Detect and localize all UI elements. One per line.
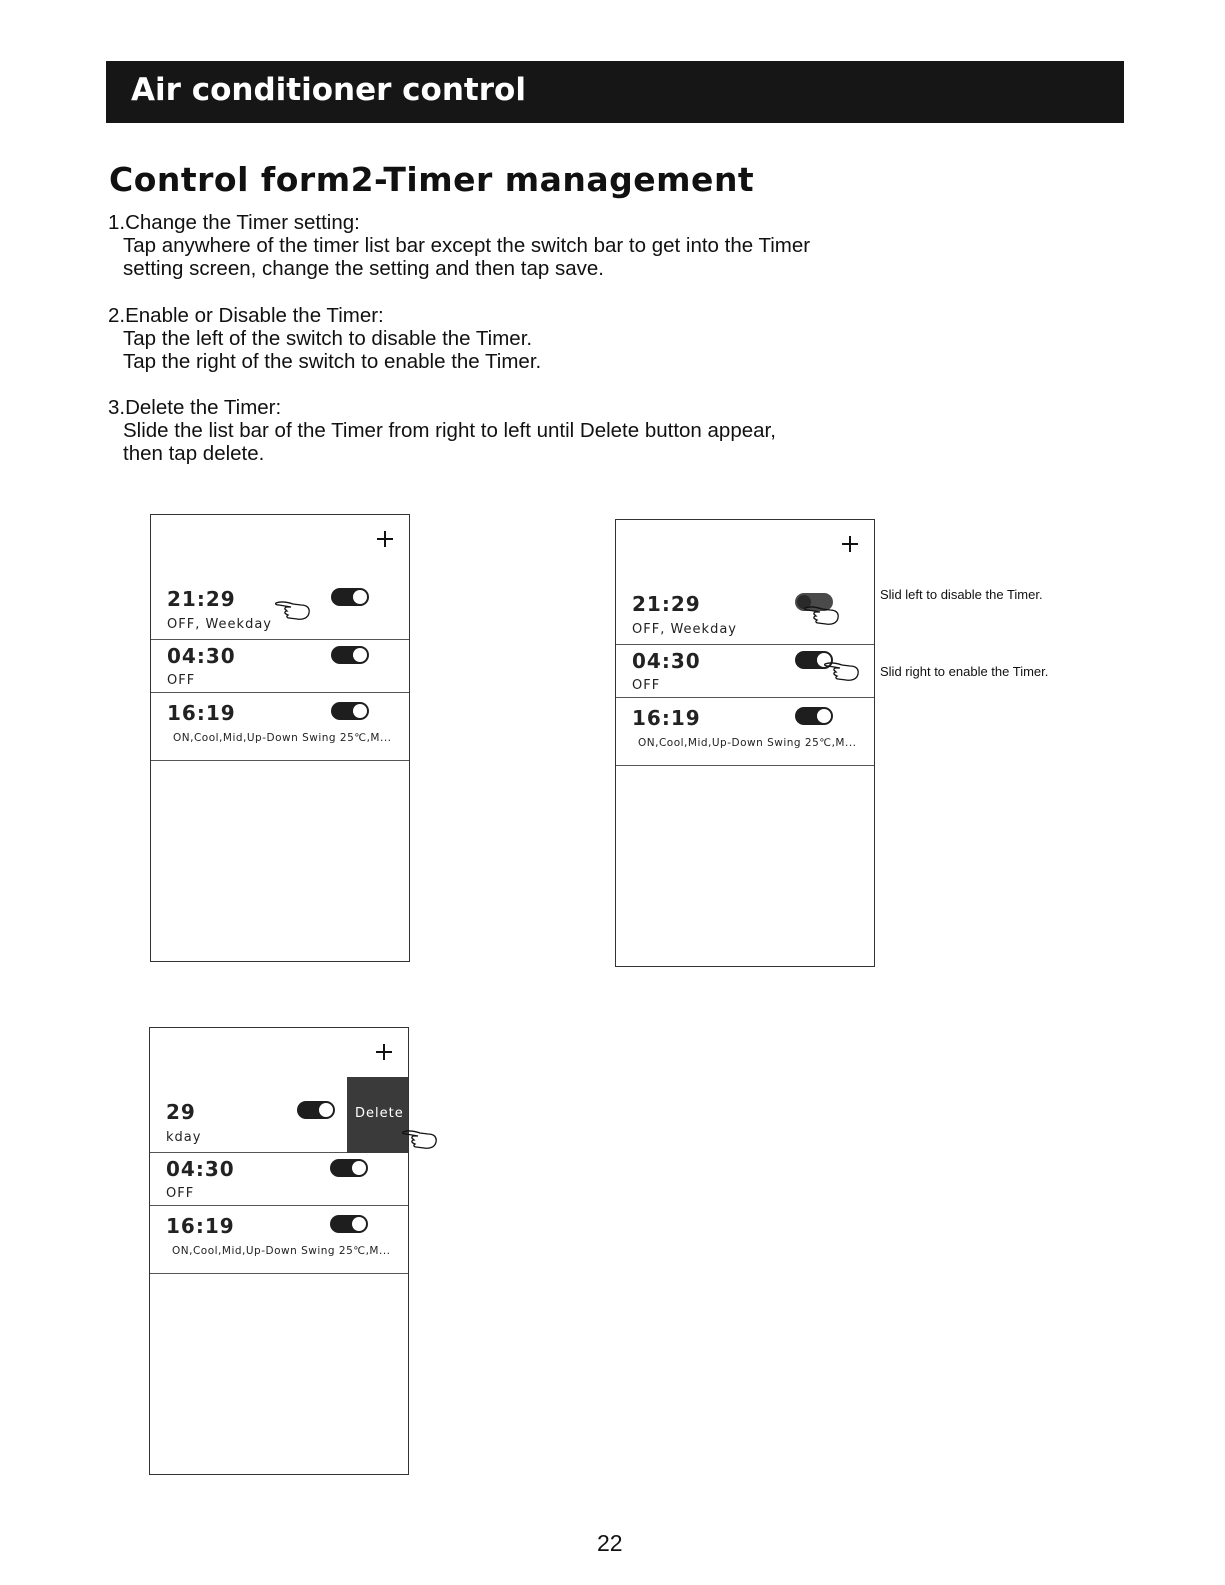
timer-row[interactable]: [151, 639, 409, 693]
timer-time: 21:29: [167, 587, 236, 611]
timer-row[interactable]: [616, 578, 874, 645]
timer-desc: OFF, Weekday: [632, 622, 737, 637]
timer-desc: OFF: [632, 678, 661, 693]
add-timer-icon[interactable]: [842, 536, 858, 552]
page-number: 22: [597, 1530, 623, 1556]
timer-toggle[interactable]: [297, 1101, 335, 1119]
timer-row[interactable]: [616, 644, 874, 698]
add-timer-icon[interactable]: [376, 1044, 392, 1060]
instruction-line: then tap delete.: [123, 442, 265, 465]
instruction-title: 2.Enable or Disable the Timer:: [108, 304, 384, 327]
instruction-title: 3.Delete the Timer:: [108, 396, 282, 419]
timer-row[interactable]: [616, 697, 874, 766]
timer-desc: ON,Cool,Mid,Up-Down Swing 25℃,M...: [173, 732, 392, 744]
timer-row[interactable]: [150, 1205, 408, 1274]
timer-time: 21:29: [632, 592, 701, 616]
timer-desc: kday: [166, 1130, 202, 1145]
timer-desc: ON,Cool,Mid,Up-Down Swing 25℃,M...: [638, 737, 857, 749]
header-title: Air conditioner control: [131, 72, 526, 108]
timer-desc: OFF: [166, 1186, 195, 1201]
instruction-line: Tap the left of the switch to disable the Timer.: [123, 327, 533, 350]
pointing-hand-icon: [802, 600, 842, 628]
timer-toggle[interactable]: [331, 702, 369, 720]
timer-time: 16:19: [166, 1214, 235, 1238]
note-enable: Slid right to enable the Timer.: [880, 664, 1049, 679]
instruction-1: [108, 211, 908, 280]
timer-time: 04:30: [632, 649, 701, 673]
instruction-2: [108, 304, 908, 373]
page-title: Control form2-Timer management: [109, 160, 755, 199]
instruction-line: Tap the right of the switch to enable the Timer.: [123, 350, 542, 373]
timer-screen-2: [615, 519, 875, 967]
pointing-hand-icon: [822, 656, 862, 684]
timer-screen-3: [149, 1027, 409, 1475]
timer-time: 16:19: [632, 706, 701, 730]
timer-row[interactable]: [151, 692, 409, 761]
delete-label: Delete: [355, 1106, 404, 1121]
timer-toggle[interactable]: [331, 588, 369, 606]
header-bar: [106, 61, 1124, 123]
timer-time: 04:30: [167, 644, 236, 668]
instruction-line: Slide the list bar of the Timer from right to left until Delete button appear,: [123, 419, 776, 442]
instruction-3: [108, 396, 908, 465]
note-disable: Slid left to disable the Timer.: [880, 587, 1043, 602]
timer-toggle[interactable]: [331, 646, 369, 664]
add-timer-icon[interactable]: [377, 531, 393, 547]
timer-desc: OFF: [167, 673, 196, 688]
timer-toggle[interactable]: [330, 1159, 368, 1177]
timer-desc: OFF, Weekday: [167, 617, 272, 632]
timer-toggle[interactable]: [795, 707, 833, 725]
timer-row[interactable]: [151, 573, 409, 640]
timer-time: 16:19: [167, 701, 236, 725]
instruction-title: 1.Change the Timer setting:: [108, 211, 360, 234]
timer-row[interactable]: [150, 1152, 408, 1206]
timer-screen-1: [150, 514, 410, 962]
pointing-hand-icon: [400, 1124, 440, 1152]
timer-toggle[interactable]: [330, 1215, 368, 1233]
timer-desc: ON,Cool,Mid,Up-Down Swing 25℃,M...: [172, 1245, 391, 1257]
timer-time: 29: [166, 1100, 196, 1124]
instruction-line: Tap anywhere of the timer list bar except the switch bar to get into the Timer: [123, 234, 811, 257]
timer-time: 04:30: [166, 1157, 235, 1181]
pointing-hand-icon: [273, 595, 313, 623]
instruction-line: setting screen, change the setting and then tap save.: [123, 257, 604, 280]
